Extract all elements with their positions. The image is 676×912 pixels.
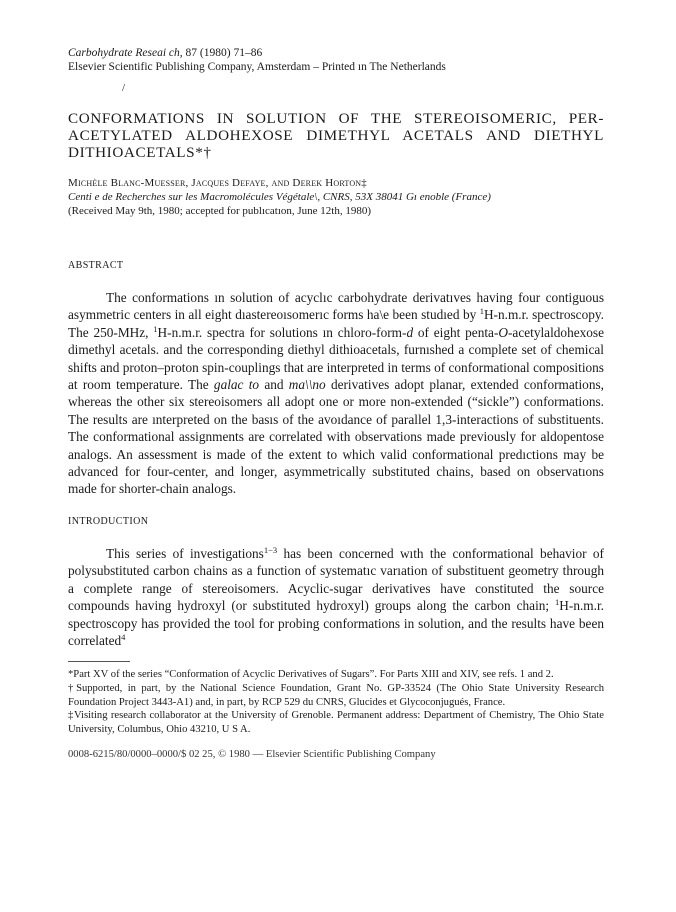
italic-term: galac to: [213, 377, 260, 393]
citation-superscript: 4: [121, 631, 126, 642]
superscript: 1: [153, 323, 158, 334]
intro-part: H-n.m.r. spectroscopy has provided the tool for probing conformations in solution, and the results have been correlated: [68, 598, 604, 648]
abstract-part: H-n.m.r. spectroscopy. The 250-MHz,: [68, 307, 604, 340]
introduction-text: [68, 545, 604, 649]
abstract-part: of eight penta-: [413, 324, 499, 340]
intro-part: This series of investigations: [106, 545, 264, 561]
paper-title: CONFORMATIONS IN SOLUTION OF THE STEREOISOMERIC, PER-ACETYLATED ALDOHEXOSE DIMETHYL ACETALS AND DIETHYL DITHIOACETALS*†: [68, 110, 604, 161]
citation-superscript: 1−3: [263, 544, 278, 555]
footnote: ‡Visiting research collaborator at the University of Grenoble. Permanent address: Department of Chemistry, The Ohio State University, Columbus, Ohio 43210, U S A.: [68, 710, 604, 735]
abstract-text: [68, 289, 604, 498]
italic-term: ma\\no: [288, 377, 326, 393]
abstract-part: -acetylaldohexose dimethyl acetals. and the corresponding diethyl dithioacetals, furnıshed a complete set of chemical shifts and proton–proton spin-couplings that are interpreted in terms of conformational compositions at room temperature. The: [68, 324, 604, 393]
abstract-heading: ABSTRACT: [68, 260, 124, 271]
footnote-rule: [68, 661, 130, 662]
footnote: †Supported, in part, by the National Science Foundation, Grant No. GP-33524 (The Ohio State University Research Foundation Project 3443-A1) and, in part, by RCP 529 du CNRS, Glucides et Glycoconjugués, France.: [68, 682, 604, 708]
journal-citation: 87 (1980) 71–86: [182, 47, 263, 59]
italic-term: d: [406, 324, 414, 340]
received-dates: (Received May 9th, 1980; accepted for publıcatıon, June 12th, 1980): [68, 205, 372, 217]
paper-page: [68, 46, 604, 761]
journal-header: [68, 46, 604, 74]
footnote: *Part XV of the series “Conformation of Acyclic Derivatives of Sugars”. For Parts XIII and XIV, see refs. 1 and 2.: [68, 669, 554, 681]
intro-part: has been concerned wıth the conformational behavior of polysubstituted carbon chains as a function of systematıc varıation of substituent geometry through a complete range of stereoisomers. Acyclic-sugar derivatives have constituted the source compounds having hydroxyl (or substituted hydroxyl) groups along the carbon chain;: [68, 545, 604, 614]
abstract-part: and: [259, 377, 289, 393]
introduction-heading: INTRODUCTION: [68, 515, 149, 527]
abstract-part: H-n.m.r. spectra for solutions ın chloro-form-: [157, 324, 407, 340]
italic-term: O: [498, 324, 508, 340]
superscript: 1: [479, 306, 484, 317]
page-mark: /: [122, 82, 126, 94]
abstract-part: derivatives adopt planar, extended conformations, whereas the other six stereoisomers all adopt one or more non-extended (“sickle”) conformations. The results are ınterpreted on the basıs of the avoıdance of parallel 1,3-interactions of substituents. The conformational assignments are correlated with observations made previously for aldopentose analogs. An assessment is made of the extent to which valid conformational predıctions may be advanced for four-center, and longer, asymmetrically substituted chains, based on observatıons made for shorter-chain analogs.: [68, 377, 604, 497]
copyright-line: 0008-6215/80/0000–0000/$ 02 25, © 1980 — Elsevier Scientific Publishing Company: [68, 749, 436, 761]
publisher-line: Elsevier Scientific Publishing Company, Amsterdam – Printed ın The Netherlands: [68, 61, 446, 73]
journal-citation-line: [68, 46, 604, 60]
journal-name: Carbohydrate Reseai ch,: [68, 47, 183, 59]
footnotes: [68, 668, 604, 736]
abstract-part: The conformations ın solution of acyclıc carbohydrate derivatıves having four contiguous asymmetric centers in all eight dıastereoısomerıc forms ha\e been studıed by: [68, 290, 604, 323]
authors: Michèle Blanc-Muesser, Jacques Defaye, and Derek Horton‡: [68, 177, 367, 189]
affiliation: Centi e de Recherches sur les Macromolécules Végétale\, CNRS, 53X 38041 Gı enoble (France): [68, 191, 491, 203]
superscript: 1: [555, 597, 560, 608]
